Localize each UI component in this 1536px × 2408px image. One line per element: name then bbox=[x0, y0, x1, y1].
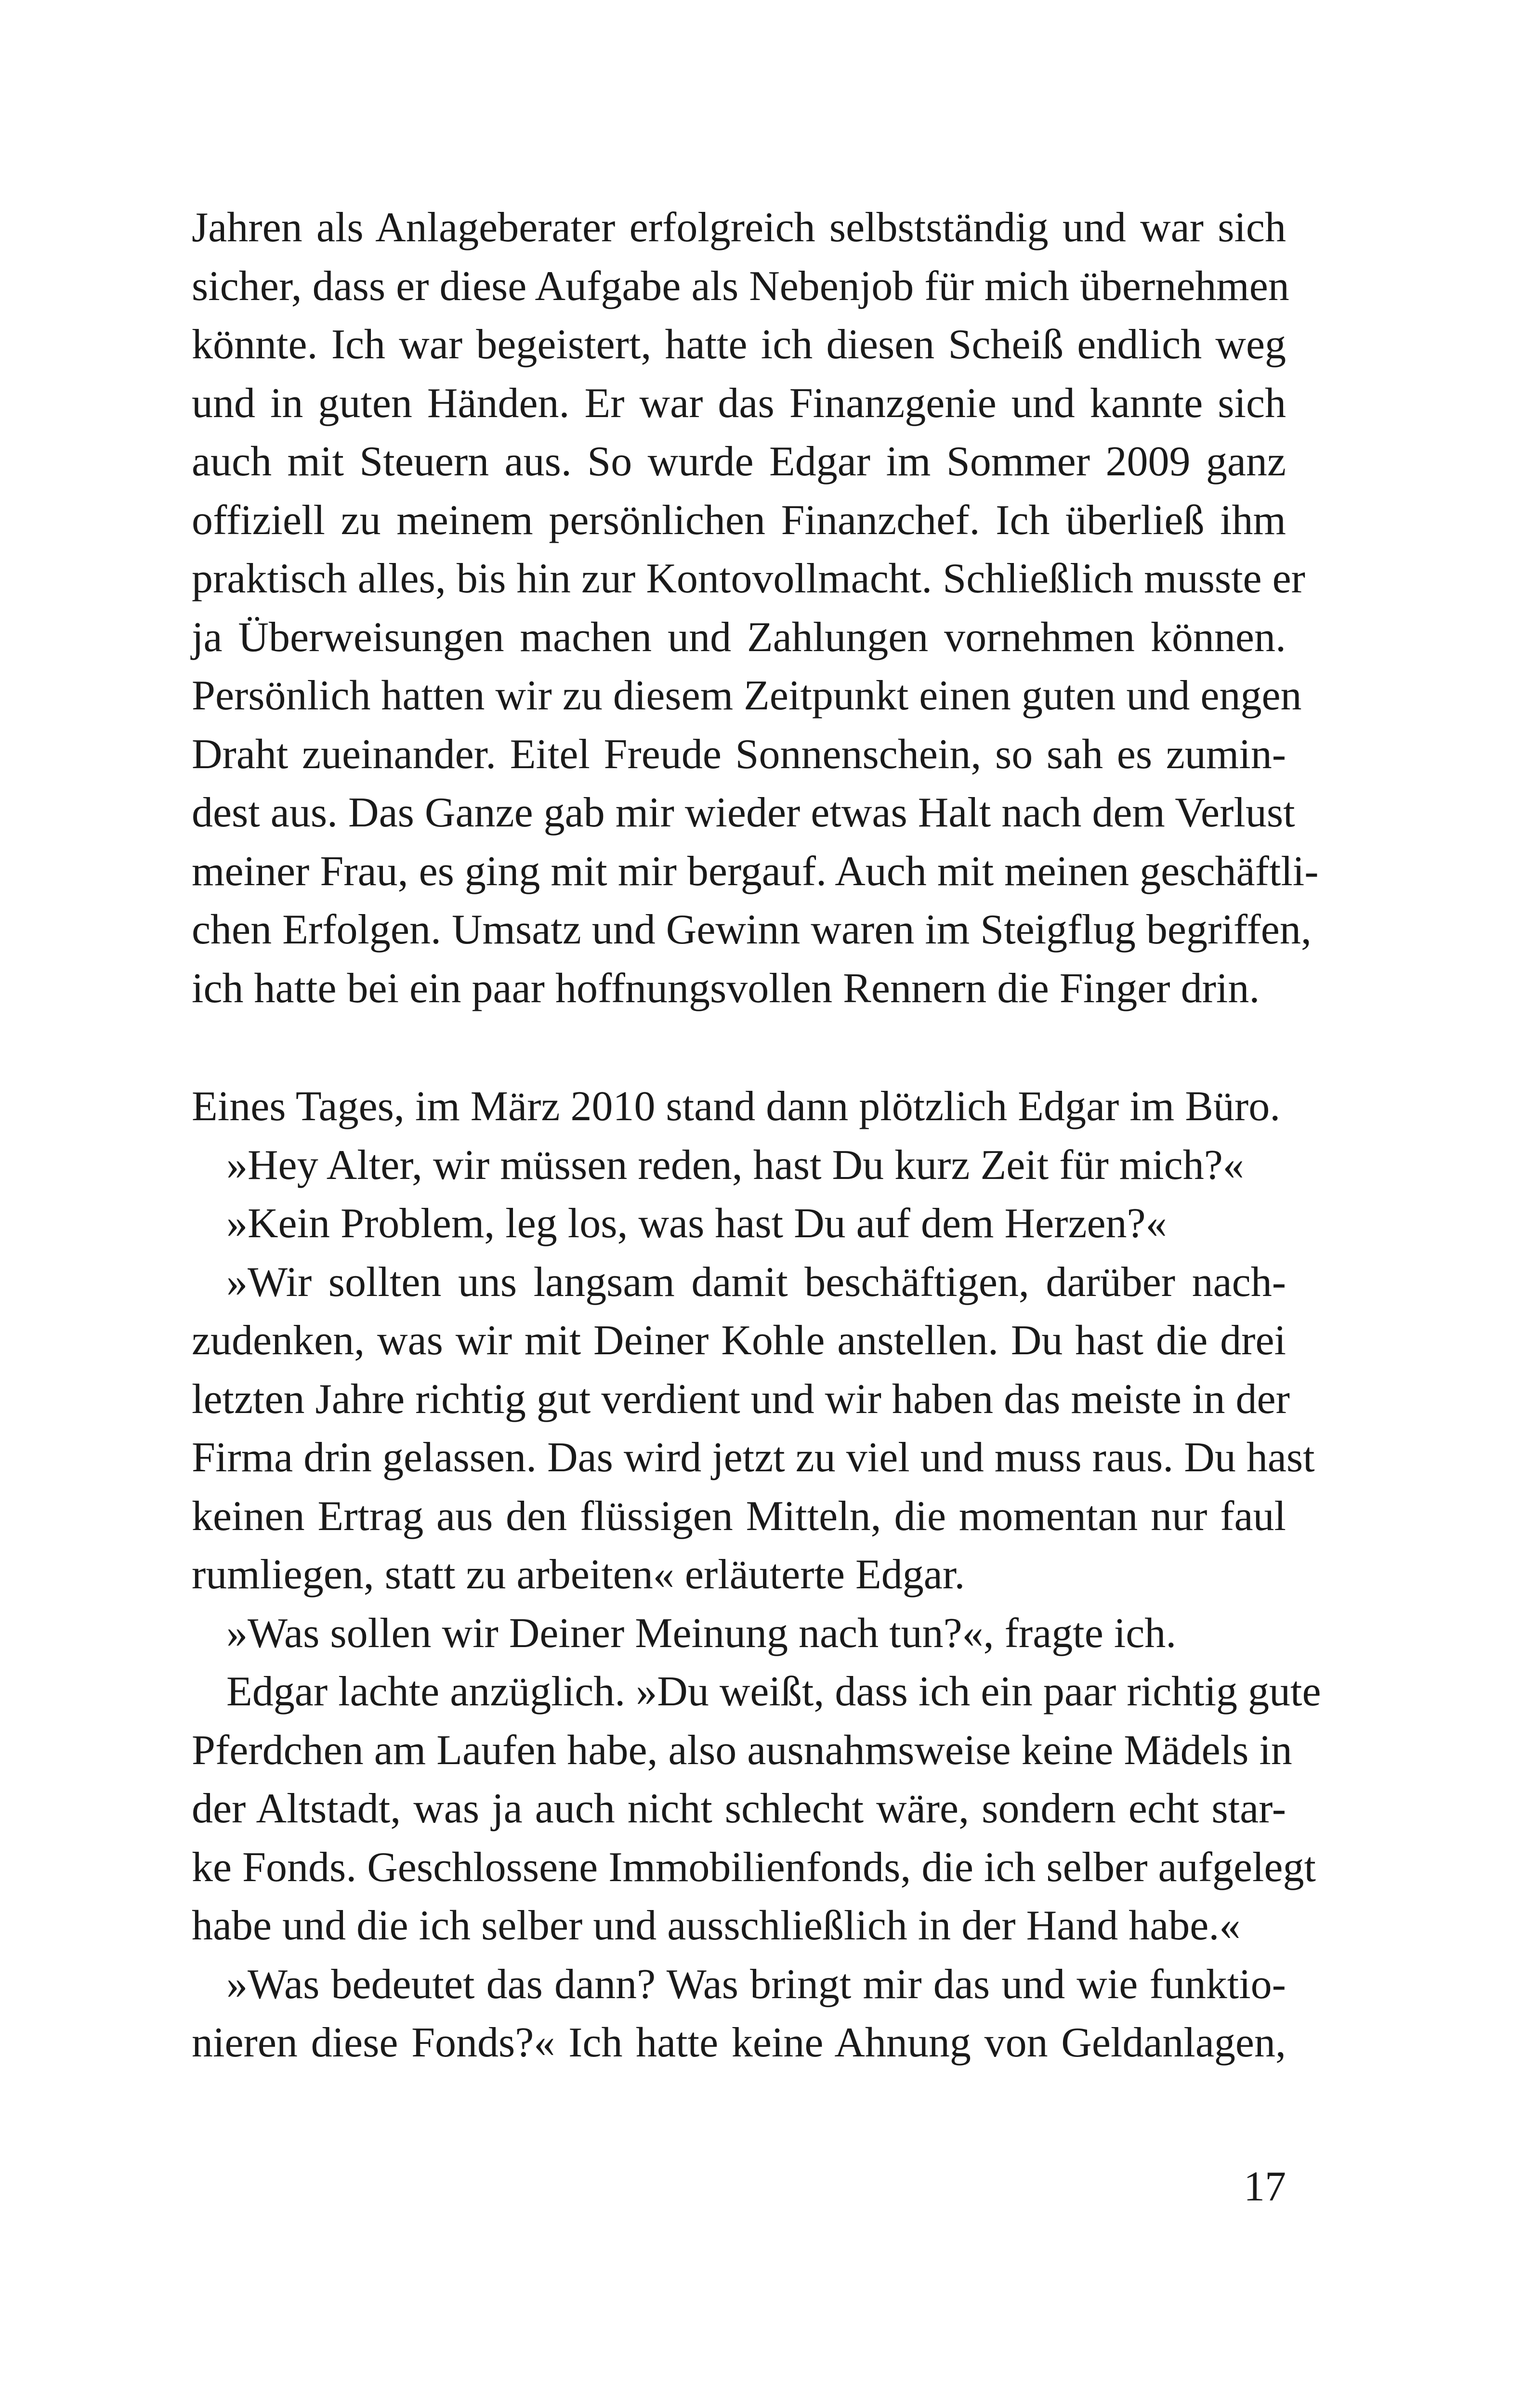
dialogue-line: Edgar lachte anzüglich. »Du weißt, dass ich ein paar richtig gute bbox=[226, 1668, 1321, 1715]
text-line: auch mit Steuern aus. So wurde Edgar im Sommer 2009 ganz bbox=[192, 438, 1286, 485]
text-line: ja Überweisungen machen und Zahlungen vornehmen können. bbox=[192, 614, 1286, 661]
text-line: keinen Ertrag aus den flüssigen Mitteln, die momentan nur faul bbox=[192, 1492, 1286, 1540]
text-line: ich hatte bei ein paar hoffnungsvollen Rennern die Finger drin. bbox=[192, 965, 1260, 1012]
text-line: der Altstadt, was ja auch nicht schlecht wäre, sondern echt star- bbox=[192, 1785, 1286, 1832]
text-line: chen Erfolgen. Umsatz und Gewinn waren im Steigflug begriffen, bbox=[192, 906, 1312, 953]
text-line: rumliegen, statt zu arbeiten« erläuterte Edgar. bbox=[192, 1551, 965, 1598]
dialogue-line: »Kein Problem, leg los, was hast Du auf dem Herzen?« bbox=[226, 1200, 1167, 1247]
text-line: Persönlich hatten wir zu diesem Zeitpunkt einen guten und engen bbox=[192, 672, 1302, 719]
paragraph-1 bbox=[192, 198, 1319, 1018]
text-line: könnte. Ich war begeistert, hatte ich diesen Scheiß endlich weg bbox=[192, 321, 1286, 368]
text-line: Pferdchen am Laufen habe, also ausnahmsweise keine Mädels in bbox=[192, 1727, 1292, 1774]
text-line: Eines Tages, im März 2010 stand dann plötzlich Edgar im Büro. bbox=[192, 1083, 1281, 1130]
text-line: dest aus. Das Ganze gab mir wieder etwas Halt nach dem Verlust bbox=[192, 789, 1295, 836]
dialogue-line: »Was sollen wir Deiner Meinung nach tun?«, fragte ich. bbox=[226, 1610, 1177, 1657]
text-line: ke Fonds. Geschlossene Immobilienfonds, die ich selber aufgelegt bbox=[192, 1844, 1316, 1891]
text-line: letzten Jahre richtig gut verdient und wir haben das meiste in der bbox=[192, 1375, 1290, 1423]
text-line: praktisch alles, bis hin zur Kontovollmacht. Schließlich musste er bbox=[192, 555, 1305, 602]
dialogue-line: »Was bedeutet das dann? Was bringt mir das und wie funktio- bbox=[226, 1961, 1286, 2008]
text-line: zudenken, was wir mit Deiner Kohle anstellen. Du hast die drei bbox=[192, 1317, 1286, 1364]
dialogue-line: »Wir sollten uns langsam damit beschäftigen, darüber nach- bbox=[226, 1258, 1286, 1306]
text-line: Jahren als Anlageberater erfolgreich selbstständig und war sich bbox=[192, 204, 1286, 251]
text-line: Firma drin gelassen. Das wird jetzt zu viel und muss raus. Du hast bbox=[192, 1434, 1315, 1481]
text-line: meiner Frau, es ging mit mir bergauf. Auch mit meinen geschäftli- bbox=[192, 848, 1319, 895]
page-number: 17 bbox=[1244, 2163, 1286, 2210]
paragraph-2 bbox=[192, 1077, 1321, 2072]
text-line: habe und die ich selber und ausschließlich in der Hand habe.« bbox=[192, 1902, 1241, 1949]
text-line: Draht zueinander. Eitel Freude Sonnenschein, so sah es zumin- bbox=[192, 731, 1286, 778]
dialogue-line: »Hey Alter, wir müssen reden, hast Du kurz Zeit für mich?« bbox=[226, 1141, 1244, 1189]
text-line: und in guten Händen. Er war das Finanzgenie und kannte sich bbox=[192, 380, 1286, 427]
text-line: offiziell zu meinem persönlichen Finanzchef. Ich überließ ihm bbox=[192, 497, 1286, 544]
text-line: sicher, dass er diese Aufgabe als Nebenjob für mich übernehmen bbox=[192, 262, 1289, 310]
text-line: nieren diese Fonds?« Ich hatte keine Ahnung von Geldanlagen, bbox=[192, 2019, 1286, 2066]
